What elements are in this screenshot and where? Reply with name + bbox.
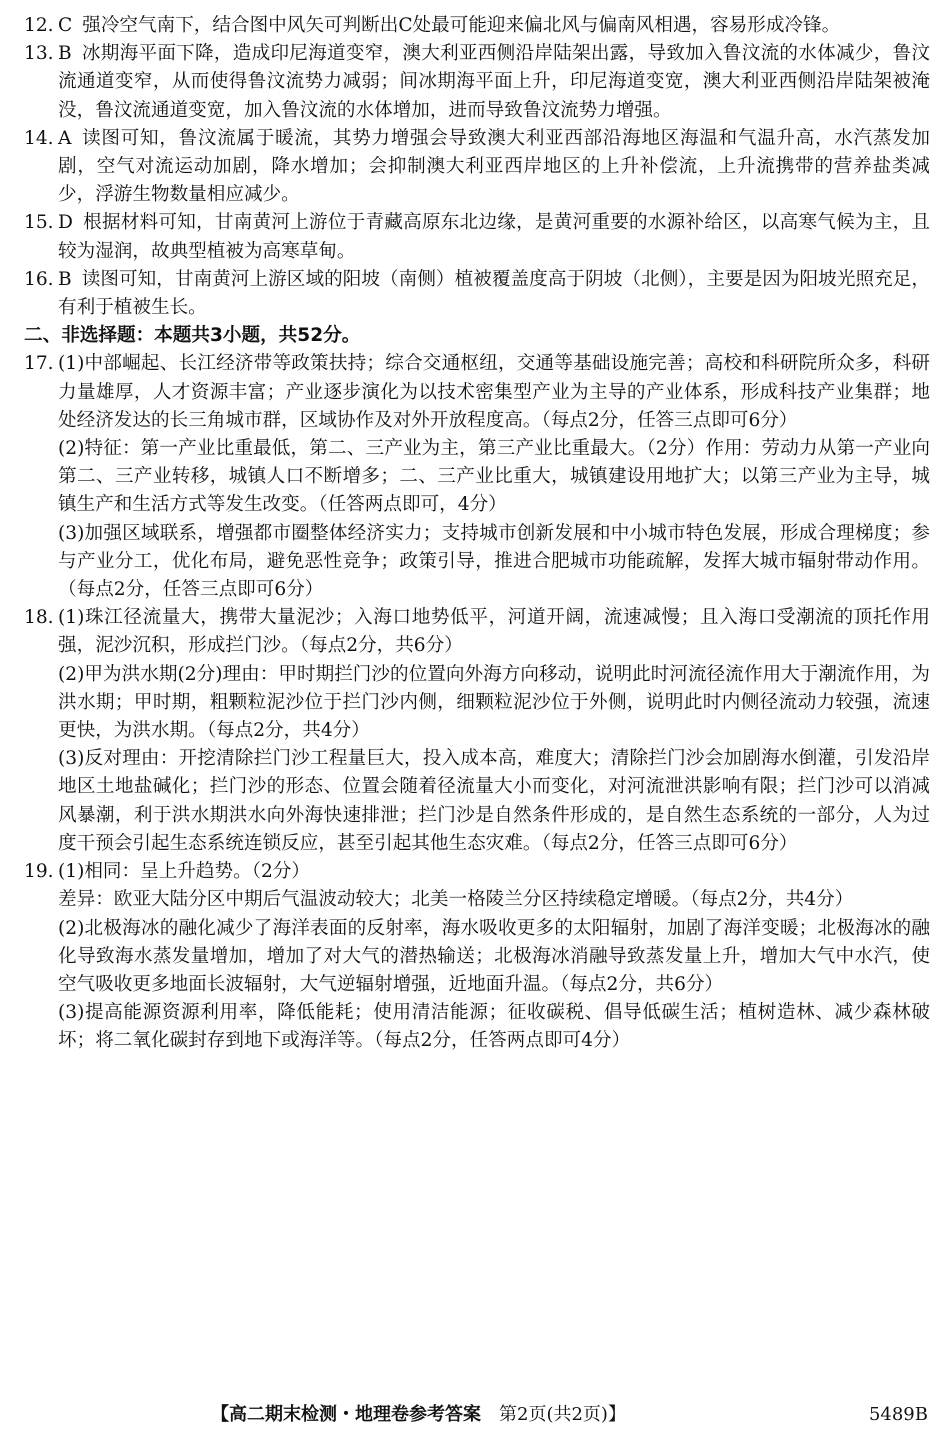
footer-page-number: 第2页(共2页)】: [499, 1404, 626, 1425]
answer-item-18: [24, 604, 930, 858]
question-number: 18.: [24, 607, 54, 629]
question-number: 19.: [24, 861, 54, 883]
answer-item-14: [24, 125, 930, 210]
footer-exam-name: 【高二期末检测・地理卷参考答案: [211, 1404, 481, 1425]
answer-item-15: [24, 209, 930, 265]
footer-doc-code: 5489B: [868, 1404, 928, 1425]
answer-letter: B: [58, 43, 72, 65]
answer-explanation: 读图可知，鲁汶流属于暖流，其势力增强会导致澳大利亚西部沿海地区海温和气温升高，水汽蒸发加剧，空气对流运动加剧，降水增加；会抑制澳大利亚西岸地区的上升补偿流，上升流携带的营养盐类减少，浮游生物数量相应减少。: [58, 127, 930, 206]
answer-part: (3)反对理由：开挖清除拦门沙工程量巨大，投入成本高，难度大；清除拦门沙会加剧海水倒灌，引发沿岸地区土地盐碱化；拦门沙的形态、位置会随着径流量大小而变化，对河流泄洪影响有限；拦门沙可以消减风暴潮，利于洪水期洪水向外海快速排泄；拦门沙是自然条件形成的，是自然生态系统的一部分，人为过度干预会引起生态系统连锁反应，甚至引起其他生态灾难。（每点2分，任答三点即可6分）: [58, 748, 930, 854]
answer-explanation: 强冷空气南下，结合图中风矢可判断出C处最可能迎来偏北风与偏南风相遇，容易形成冷锋。: [82, 15, 841, 36]
answer-explanation: 读图可知，甘南黄河上游区域的阳坡（南侧）植被覆盖度高于阴坡（北侧），主要是因为阳坡光照充足，有利于植被生长。: [58, 268, 930, 319]
answer-explanation: 根据材料可知，甘南黄河上游位于青藏高原东北边缘，是黄河重要的水源补给区，以高寒气候为主，且较为湿润，故典型植被为高寒草甸。: [58, 212, 930, 262]
answer-explanation: 冰期海平面下降，造成印尼海道变窄，澳大利亚西侧沿岸陆架出露，导致加入鲁汶流的水体减少，鲁汶流通道变窄，从而使得鲁汶流势力减弱；间冰期海平面上升，印尼海道变宽，澳大利亚西侧沿岸陆架被淹没，鲁汶流通道变宽，加入鲁汶流的水体增加，进而导致鲁汶流势力增强。: [58, 43, 930, 121]
section-heading: 二、非选择题：本题共3小题，共52分。: [24, 325, 361, 347]
answer-part: (2)特征：第一产业比重最低，第二、三产业为主，第三产业比重最大。（2分）作用：劳动力从第一产业向第二、三产业转移，城镇人口不断增多；二、三产业比重大，城镇建设用地扩大；以第三产业为主导，城镇生产和生活方式等发生改变。（任答两点即可，4分）: [58, 438, 930, 516]
question-number: 16.: [24, 268, 54, 290]
answer-letter: D: [58, 212, 73, 234]
answer-page: [24, 12, 930, 1056]
answer-item-19: [24, 858, 930, 1055]
question-number: 13.: [24, 43, 54, 65]
answer-part: (2)北极海冰的融化减少了海洋表面的反射率，海水吸收更多的太阳辐射，加剧了海洋变暖；北极海冰的融化导致海水蒸发量增加，增加了对大气的潜热输送；北极海冰消融导致蒸发量上升，增加大气中水汽，使空气吸收更多地面长波辐射，大气逆辐射增强，近地面升温。（每点2分，共6分）: [58, 917, 930, 995]
answer-part: (2)甲为洪水期(2分)理由：甲时期拦门沙的位置向外海方向移动，说明此时河流径流作用大于潮流作用，为洪水期；甲时期，粗颗粒泥沙位于拦门沙内侧，细颗粒泥沙位于外侧，说明此时内侧径流动力较强，流速更快，为洪水期。（每点2分，共4分）: [58, 663, 930, 742]
question-number: 17.: [24, 353, 54, 375]
question-number: 14.: [24, 127, 54, 149]
answer-item-17: [24, 350, 930, 604]
answer-item-12: [24, 12, 930, 40]
answer-letter: B: [58, 268, 72, 290]
answer-part: 差异：欧亚大陆分区中期后气温波动较大；北美一格陵兰分区持续稳定增暖。（每点2分，共4分）: [58, 889, 854, 911]
answer-part: (1)中部崛起、长江经济带等政策扶持；综合交通枢纽，交通等基础设施完善；高校和科研院所众多，科研力量雄厚，人才资源丰富；产业逐步演化为以技术密集型产业为主导的产业体系，形成科技产业集群；地处经济发达的长三角城市群，区域协作及对外开放程度高。（每点2分，任答三点即可6分）: [58, 353, 930, 431]
footer-title: [211, 1401, 626, 1429]
page-footer: [0, 1401, 950, 1429]
question-number: 15.: [24, 212, 54, 234]
answer-part: (1)相同：呈上升趋势。（2分）: [58, 861, 310, 883]
answer-part: (3)提高能源资源利用率，降低能耗；使用清洁能源；征收碳税、倡导低碳生活；植树造林、减少森林破坏；将二氧化碳封存到地下或海洋等。（每点2分，任答两点即可4分）: [58, 1002, 930, 1052]
answer-part: (3)加强区域联系，增强都市圈整体经济实力；支持城市创新发展和中小城市特色发展，形成合理梯度；参与产业分工，优化布局，避免恶性竞争；政策引导，推进合肥城市功能疏解，发挥大城市辐射带动作用。（每点2分，任答三点即可6分）: [58, 522, 930, 601]
answer-letter: C: [58, 15, 73, 36]
answer-item-13: [24, 40, 930, 125]
answer-item-16: [24, 266, 930, 322]
question-number: 12.: [24, 15, 54, 36]
answer-part: (1)珠江径流量大，携带大量泥沙；入海口地势低平，河道开阔，流速减慢；且入海口受潮流的顶托作用强，泥沙沉积，形成拦门沙。（每点2分，共6分）: [58, 607, 930, 657]
answer-letter: A: [58, 127, 72, 149]
